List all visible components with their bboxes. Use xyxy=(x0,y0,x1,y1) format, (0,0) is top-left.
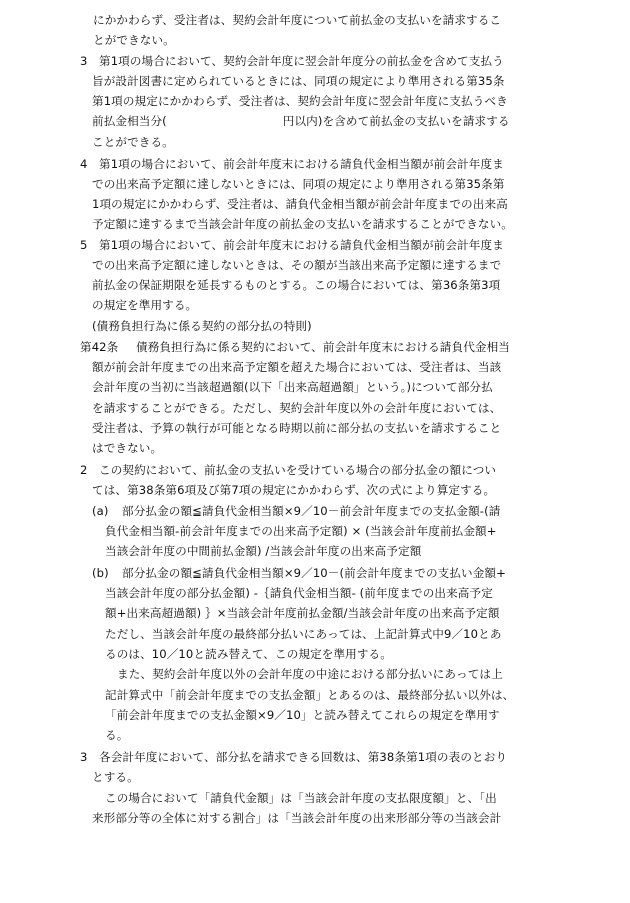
text-line: での出来高予定額に達しないときには、同項の規定により準用される第35条第 xyxy=(92,177,505,191)
text-line: この場合において「請負代金額」は「当該会計年度の支払限度額」と、「出 xyxy=(105,791,497,805)
text-line: ては、第38条第6項及び第7項の規定にかかわらず、次の式により算定する。 xyxy=(92,483,496,497)
text-line: 来形部分等の全体に対する割合」は「当該会計年度の出来形部分等の当該会計 xyxy=(92,811,502,825)
text-line: 負代金相当額-前会計年度までの出来高予定額) × (当該会計年度前払金額+ xyxy=(105,524,497,538)
text-line: 第1項の場合において、前会計年度末における請負代金相当額が前会計年度ま xyxy=(99,157,504,171)
text-line: 各会計年度において、部分払を請求できる回数は、第38条第1項の表のとおり xyxy=(99,750,508,764)
clause-number: 2 xyxy=(80,463,88,477)
text-line: 部分払金の額≦請負代金相当額×9／10－(前会計年度までの支払い金額+ xyxy=(122,566,506,580)
text-line: るのは、10／10と読み替えて、この規定を準用する。 xyxy=(105,647,392,661)
clause-number: 3 xyxy=(80,750,88,764)
clause-number: 4 xyxy=(80,157,88,171)
text-line: 予定額に達するまで当該会計年度の前払金の支払いを請求することができない。 xyxy=(92,217,513,231)
text-line: はできない。 xyxy=(92,441,163,455)
text-line: 当該会計年度の中間前払金額) /当該会計年度の出来高予定額 xyxy=(105,544,422,558)
text-line: 会計年度の当初に当該超過額(以下「出来高超過額」という。)について部分払 xyxy=(92,380,493,394)
clause-number: 5 xyxy=(80,238,88,252)
text-line: 第1項の場合において、前会計年度末における請負代金相当額が前会計年度ま xyxy=(99,238,504,252)
text-line: ただし、当該会計年度の最終部分払いにあっては、上記計算式中9／10とあ xyxy=(105,627,502,641)
text-line: 「前会計年度までの支払金額×9／10」と読み替えてこれらの規定を準用す xyxy=(105,708,500,722)
text-line: 額が前会計年度までの出来高予定額を超えた場合においては、受注者は、当該 xyxy=(92,360,502,374)
text-line: とする。 xyxy=(92,770,139,784)
text-line: での出来高予定額に達しないときは、その額が当該出来高予定額に達するまで xyxy=(92,258,502,272)
text-line: にかかわらず、受注者は、契約会計年度について前払金の支払いを請求するこ xyxy=(93,13,502,27)
text-line: 当該会計年度の部分払金額) -｛請負代金相当額- (前年度までの出来高予定 xyxy=(105,586,493,600)
item-label: (b) xyxy=(92,566,109,580)
text-line: 記計算式中「前会計年度までの支払金額」とあるのは、最終部分払い以外は、 xyxy=(105,688,515,702)
text-line: 部分払金の額≦請負代金相当額×9／10－前会計年度までの支払金額-(請 xyxy=(122,504,501,518)
section-heading: (債務負担行為に係る契約の部分払の特則) xyxy=(92,319,312,333)
text-line: の規定を準用する。 xyxy=(92,298,198,312)
text-line: 額+出来高超過額) ｝×当該会計年度前払金額/当該会計年度の出来高予定額 xyxy=(105,606,500,620)
text-line: ことができる。 xyxy=(92,135,174,149)
text-line: とができない。 xyxy=(93,33,175,47)
text-line: また、契約会計年度以外の会計年度の中途における部分払いにあっては上 xyxy=(117,667,503,681)
text-line: 債務負担行為に係る契約において、前会計年度末における請負代金相当 xyxy=(136,340,510,354)
amount-suffix: 円以内)を含めて前払金の支払いを請求する xyxy=(282,114,510,128)
text-line: を請求することができる。ただし、契約会計年度以外の会計年度においては、 xyxy=(92,401,502,415)
text-line: 第1項の場合において、契約会計年度に翌会計年度分の前払金を含めて支払う xyxy=(99,54,504,68)
text-line: 受注者は、予算の執行が可能となる時期以前に部分払の支払いを請求すること xyxy=(92,421,502,435)
text-line: 1項の規定にかかわらず、受注者は、請負代金相当額が前会計年度までの出来高 xyxy=(92,197,508,211)
text-line: この契約において、前払金の支払いを受けている場合の部分払金の額につい xyxy=(99,463,497,477)
clause-number: 3 xyxy=(80,54,88,68)
text-line xyxy=(92,111,510,131)
text-line: 前払金の保証期限を延長するものとする。この場合においては、第36条第3項 xyxy=(92,278,501,292)
text-line: る。 xyxy=(105,728,129,742)
text-line: 旨が設計図書に定められているときには、同項の規定により準用される第35条 xyxy=(92,74,505,88)
text-line: 第1項の規定にかかわらず、受注者は、契約会計年度に翌会計年度に支払うべき xyxy=(92,94,508,108)
item-label: (a) xyxy=(92,504,109,518)
article-number: 第42条 xyxy=(80,340,119,354)
amount-label: 前払金相当分( xyxy=(92,114,167,128)
